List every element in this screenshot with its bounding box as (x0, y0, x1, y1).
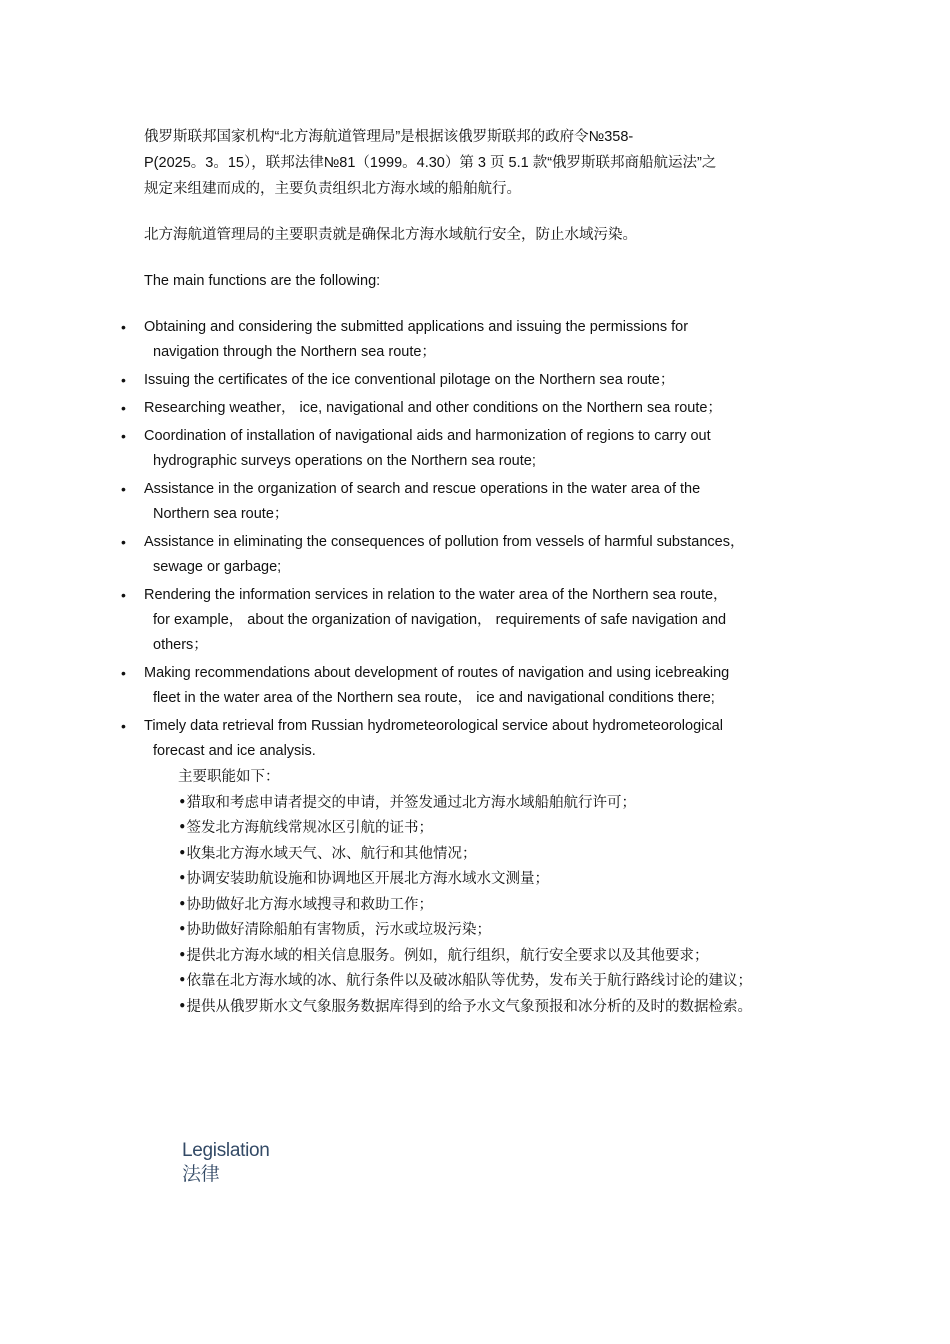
duty-paragraph: 北方海航道管理局的主要职责就是确保北方海水域航行安全，防止水域污染。 (144, 227, 637, 243)
legislation-heading-en: Legislation (182, 1140, 270, 1161)
english-functions-list (112, 315, 802, 767)
list-item (112, 714, 802, 764)
list-item (112, 424, 802, 474)
list-item (112, 368, 802, 393)
legislation-heading-cn: 法律 (182, 1164, 220, 1185)
list-item-line: Issuing the certificates of the ice conventional pilotage on the Northern sea route； (144, 372, 675, 388)
list-item-line: sewage or garbage; (153, 559, 282, 575)
list-item (112, 396, 802, 421)
chinese-list-item: •提供北方海水域的相关信息服务。例如，航行组织，航行安全要求以及其他要求； (178, 947, 709, 964)
chinese-list-item: •协调安装助航设施和协调地区开展北方海水域水文测量； (178, 871, 550, 887)
list-item (112, 477, 802, 527)
bullet-icon: • (121, 534, 126, 550)
chinese-functions-title: 主要职能如下： (178, 769, 280, 785)
intro-paragraph (144, 124, 809, 202)
chinese-list-item: •提供从俄罗斯水文气象服务数据库得到的给予水文气象预报和冰分析的及时的数据检索。 (178, 998, 753, 1015)
chinese-functions-block (144, 765, 809, 1020)
legislation-heading (182, 1139, 270, 1187)
intro-line: 俄罗斯联邦国家机构“北方海航道管理局”是根据该俄罗斯联邦的政府令№358- (144, 129, 634, 145)
chinese-list-item: •协助做好清除船舶有害物质，污水或垃圾污染； (178, 922, 492, 938)
chinese-list-item: •收集北方海水域天气、冰、航行和其他情况； (178, 845, 477, 862)
intro-line: 规定来组建而成的，主要负责组织北方海水域的船舶航行。 (144, 181, 521, 197)
list-item-line: navigation through the Northern sea route； (153, 344, 436, 360)
bullet-icon: • (121, 400, 126, 416)
list-item (112, 583, 802, 658)
bullet-icon: • (121, 665, 126, 681)
list-item-line: for example， about the organization of navigation， requirements of safe navigation and (153, 612, 727, 628)
list-item-line: Rendering the information services in relation to the water area of the Northern sea route， (144, 587, 728, 603)
list-item (112, 661, 802, 711)
intro-line: P(2025。3。15），联邦法律№81（1999。4.30）第 3 页 5.1 款“俄罗斯联邦商船航运法”之 (144, 155, 717, 171)
chinese-list-item: •协助做好北方海水域搜寻和救助工作； (178, 896, 434, 913)
list-item-line: others； (153, 637, 208, 653)
bullet-icon: • (121, 587, 126, 603)
list-item-line: Obtaining and considering the submitted applications and issuing the permissions for (144, 319, 689, 335)
functions-title: The main functions are the following: (144, 273, 381, 289)
bullet-icon: • (121, 718, 126, 734)
list-item-line: fleet in the water area of the Northern sea route， ice and navigational conditions there; (153, 690, 715, 706)
list-item-line: Assistance in eliminating the consequences of pollution from vessels of harmful substances， (144, 534, 745, 550)
list-item-line: Coordination of installation of navigational aids and harmonization of regions to carry out (144, 428, 711, 444)
bullet-icon: • (121, 372, 126, 388)
list-item-line: Making recommendations about development of routes of navigation and using icebreaking (144, 665, 730, 681)
list-item-line: Timely data retrieval from Russian hydrometeorological service about hydrometeorological (144, 718, 723, 734)
list-item (112, 315, 802, 365)
list-item-line: hydrographic surveys operations on the Northern sea route; (153, 453, 536, 469)
chinese-list-item: •依靠在北方海水域的冰、航行条件以及破冰船队等优势，发布关于航行路线讨论的建议； (178, 973, 753, 989)
list-item-line: Northern sea route； (153, 506, 289, 522)
bullet-icon: • (121, 319, 126, 335)
bullet-icon: • (121, 481, 126, 497)
list-item (112, 530, 802, 580)
list-item-line: forecast and ice analysis. (153, 743, 316, 759)
list-item-line: Assistance in the organization of search and rescue operations in the water area of the (144, 481, 701, 497)
chinese-list-item: •签发北方海航线常规冰区引航的证书； (178, 820, 434, 836)
bullet-icon: • (121, 428, 126, 444)
list-item-line: Researching weather， ice, navigational and other conditions on the Northern sea route； (144, 400, 722, 416)
chinese-list-item: •猎取和考虑申请者提交的申请，并签发通过北方海水域船舶航行许可； (178, 794, 637, 811)
